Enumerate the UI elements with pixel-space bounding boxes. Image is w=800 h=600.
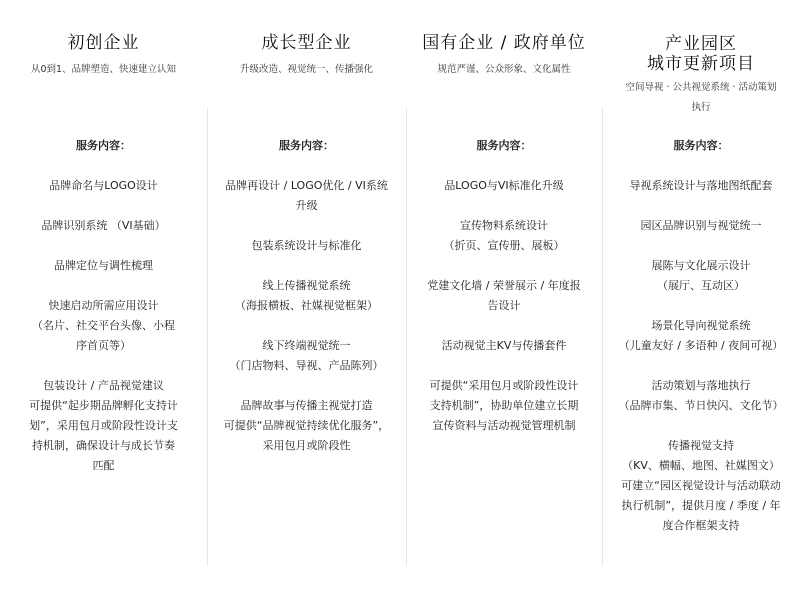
column-title: 初创企业	[67, 33, 140, 53]
service-item: 品牌识别系统 （VI基础）	[41, 219, 166, 232]
column-subtitle: 空间导视 · 公共视觉系统 · 活动策划执行	[625, 82, 777, 113]
service-heading: 服务内容：	[476, 139, 532, 152]
column-title-line2: 城市更新项目	[647, 54, 755, 74]
service-item: 导视系统设计与落地图纸配套	[629, 179, 773, 192]
service-item: 线下终端视觉统一 （门店物料、导视、产品陈列）	[229, 339, 384, 372]
service-item: 传播视觉支持 （KV、横幅、地图、社媒图文） 可建立“园区视觉设计与活动联动执行机制”，提供月度 / 季度 / 年度合作框架支持	[621, 439, 781, 532]
service-item: 包装设计 / 产品视觉建议 可提供“起步期品牌孵化支持计划”，采用包月或阶段性设计支持机制，确保设计与成长节奏匹配	[29, 379, 178, 472]
service-item: 品牌命名与LOGO设计	[49, 179, 158, 192]
column-title-line1: 产业园区	[665, 34, 737, 54]
service-item: 场景化导向视觉系统 （儿童友好 / 多语种 / 夜间可视）	[618, 319, 784, 352]
column-title: 成长型企业	[261, 33, 352, 53]
service-item: 品LOGO与VI标准化升级	[444, 179, 564, 192]
service-item: 党建文化墙 / 荣誉展示 / 年度报告设计	[427, 279, 581, 312]
column-subtitle: 从0到1、品牌塑造、快速建立认知	[30, 64, 177, 75]
service-heading: 服务内容：	[279, 139, 334, 152]
service-heading: 服务内容：	[76, 139, 131, 152]
service-item: 线上传播视觉系统 （海报横板、社媒视觉框架）	[235, 279, 378, 312]
service-item: 品牌定位与调性梳理	[54, 259, 153, 272]
service-item: 品牌故事与传播主视觉打造 可提供“品牌视觉持续优化服务”，采用包月或阶段性	[223, 399, 390, 452]
service-item: 包装系统设计与标准化	[251, 239, 362, 252]
service-item: 品牌再设计 / LOGO优化 / VI系统升级	[225, 179, 388, 212]
service-item: 园区品牌识别与视觉统一	[640, 219, 762, 232]
column-subtitle: 规范严谨、公众形象、文化属性	[437, 64, 571, 75]
service-item: 快速启动所需应用设计 （名片、社交平台头像、小程序首页等）	[32, 299, 175, 352]
column-subtitle: 升级改造、视觉统一、传播强化	[239, 64, 373, 75]
service-item: 可提供“采用包月或阶段性设计支持机制”，协助单位建立长期宣传资料与活动视觉管理机制	[429, 379, 579, 432]
service-item: 展陈与文化展示设计 （展厅、互动区）	[651, 259, 751, 292]
service-item: 活动策划与落地执行 （品牌市集、节日快闪、文化节）	[618, 379, 784, 412]
service-heading: 服务内容：	[673, 139, 729, 152]
service-item: 活动视觉主KV与传播套件	[441, 339, 567, 352]
service-item: 宣传物料系统设计 （折页、宣传册、展板）	[443, 219, 565, 252]
column-title: 国有企业 / 政府单位	[422, 33, 586, 53]
